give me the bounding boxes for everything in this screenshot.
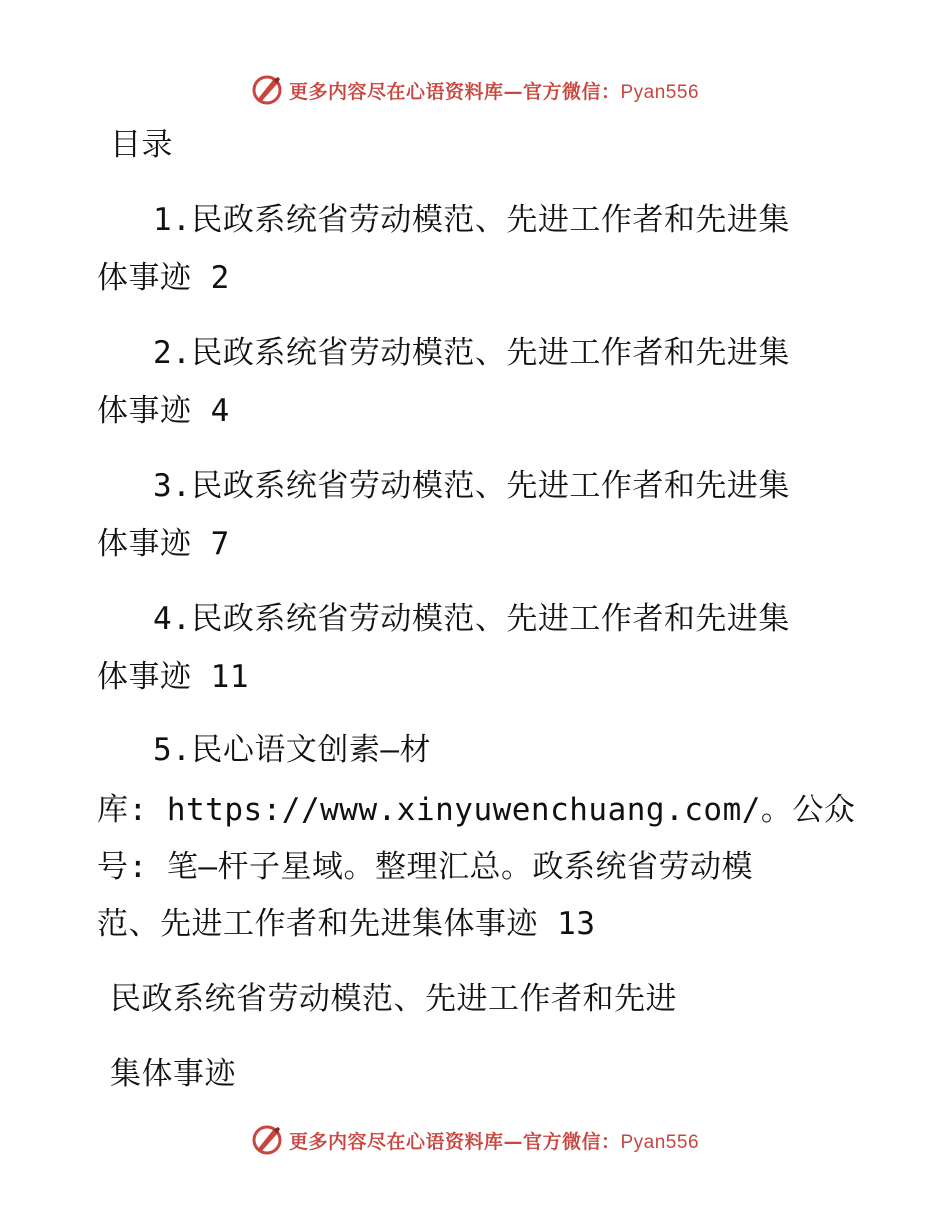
toc-heading: 目录 [110, 127, 173, 163]
banner-text: 更多内容尽在心语资料库—官方微信：Pyan556 [288, 80, 700, 103]
toc-item-2-line-2: 体事迹 4 [97, 393, 230, 429]
toc-item-4-line-2: 体事迹 11 [97, 659, 249, 695]
toc-item-1-line-1: 1.民政系统省劳动模范、先进工作者和先进集 [153, 202, 790, 238]
document-title-line-1: 民政系统省劳动模范、先进工作者和先进 [110, 981, 677, 1017]
toc-item-5-line-3: 号: 笔—杆子星域。整理汇总。政系统省劳动模 [97, 849, 753, 885]
banner-text: 更多内容尽在心语资料库—官方微信：Pyan556 [288, 1130, 700, 1153]
wechat-id: Pyan556 [620, 1131, 700, 1153]
toc-item-5-line-1: 5.民心语文创素—材 [153, 732, 431, 768]
quill-pen-icon [251, 1124, 283, 1156]
toc-item-3-line-1: 3.民政系统省劳动模范、先进工作者和先进集 [153, 468, 790, 504]
toc-item-5-line-4: 范、先进工作者和先进集体事迹 13 [97, 906, 596, 942]
toc-item-5-line-2: 库: https://www.xinyuwenchuang.com/。公众 [97, 792, 856, 828]
toc-item-1-line-2: 体事迹 2 [97, 260, 230, 296]
quill-pen-icon [251, 74, 283, 106]
wechat-id: Pyan556 [620, 81, 700, 103]
footer-banner [0, 1120, 950, 1160]
toc-item-3-line-2: 体事迹 7 [97, 526, 230, 562]
document-title-line-2: 集体事迹 [110, 1056, 236, 1092]
toc-item-4-line-1: 4.民政系统省劳动模范、先进工作者和先进集 [153, 601, 790, 637]
toc-item-2-line-1: 2.民政系统省劳动模范、先进工作者和先进集 [153, 335, 790, 371]
header-banner [0, 70, 950, 110]
